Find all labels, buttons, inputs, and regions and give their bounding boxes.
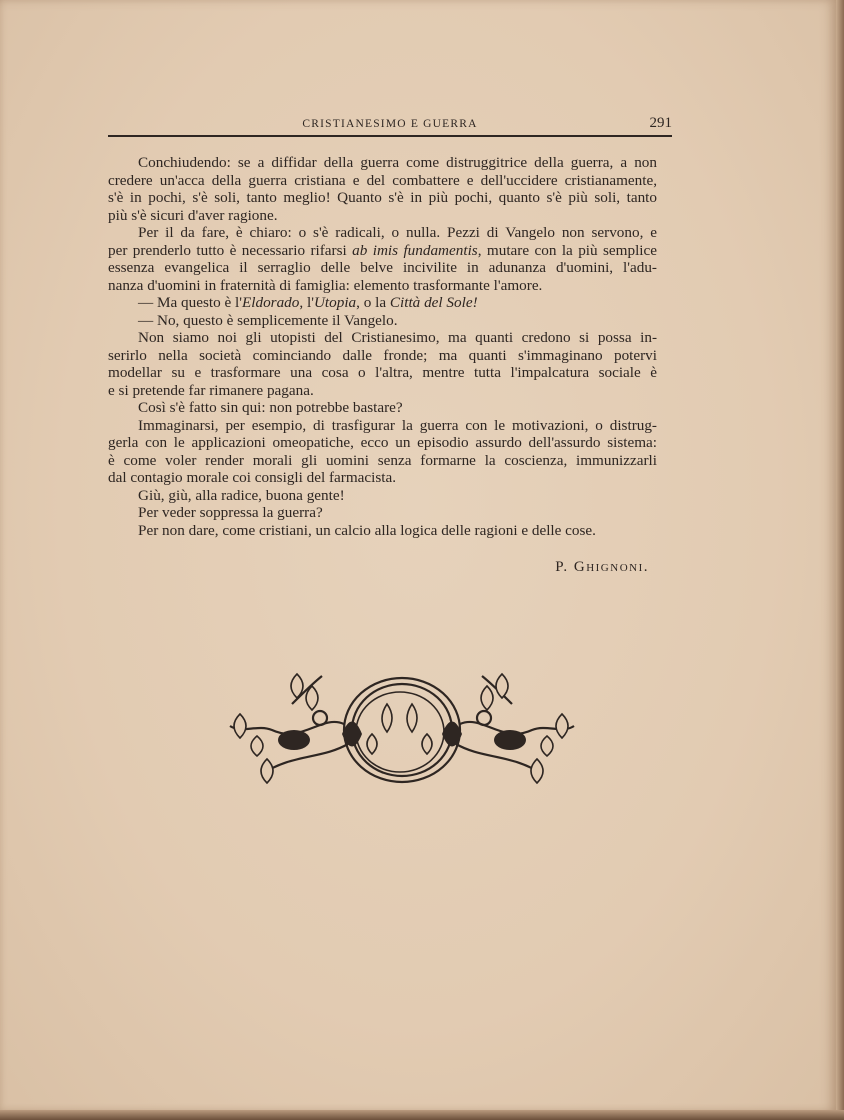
- author-signature: P. Ghignoni.: [555, 559, 649, 575]
- text-line: [138, 312, 657, 330]
- page-edge: [836, 0, 844, 1120]
- text-segment: , l': [299, 294, 314, 311]
- text-segment: e si pretende far rimanere pagana.: [108, 381, 314, 399]
- text-segment: essenza evangelica il serraglio delle belve incivilite in adunanza d'uomini, l'adu-: [108, 259, 657, 276]
- text-line: [108, 207, 657, 225]
- text-line: [108, 189, 657, 207]
- italic-text: Eldorado: [241, 294, 300, 311]
- text-line: [108, 469, 657, 487]
- text-line: [108, 259, 657, 277]
- page-number: 291: [649, 115, 672, 131]
- text-line: [108, 364, 657, 382]
- text-line: [138, 224, 657, 242]
- text-segment: s'è in pochi, s'è soli, tanto meglio! Quanto s'è in più pochi, quanto s'è più soli, tanto: [108, 189, 657, 206]
- text-line: [138, 417, 657, 435]
- text-segment: serirlo nella società cominciando dalle fronde; ma quanti s'immaginano potervi: [108, 346, 657, 364]
- text-segment: per prenderlo tutto è necessario rifarsi: [108, 241, 353, 259]
- text-segment: — Ma questo è l': [138, 294, 242, 311]
- text-segment: Così s'è fatto sin qui: non potrebbe bastare?: [138, 399, 403, 416]
- text-segment: modellar su e trasformare una cosa o l'altra, mentre tutta l'impalcatura sociale è: [108, 364, 657, 381]
- text-segment: , o la: [356, 294, 390, 311]
- text-segment: , mutare con la più semplice: [477, 241, 657, 259]
- header-rule: [108, 135, 672, 137]
- running-header: [108, 116, 672, 134]
- page-bottom-edge: [0, 1110, 844, 1120]
- text-segment: più s'è sicuri d'aver ragione.: [108, 206, 278, 224]
- text-segment: — No, questo è semplicemente il Vangelo.: [138, 311, 398, 329]
- text-segment: gerla con le applicazioni omeopatiche, ecco un episodio assurdo dell'assurdo sistema:: [108, 434, 657, 451]
- text-segment: Giù, giù, alla radice, buona gente!: [138, 486, 345, 504]
- text-segment: è come voler render morali gli uomini senza formarne la coscienza, immunizzarli: [108, 451, 657, 469]
- text-line: [108, 434, 657, 452]
- text-line: [138, 294, 657, 312]
- text-line: [138, 487, 657, 505]
- text-line: [108, 277, 657, 295]
- italic-text: ab imis fundamentis: [352, 241, 478, 259]
- text-segment: Non siamo noi gli utopisti del Cristianesimo, ma quanti credono si possa in-: [138, 329, 657, 346]
- text-segment: Per veder soppressa la guerra?: [138, 504, 323, 521]
- text-segment: Immaginarsi, per esempio, di trasfigurar la guerra con le motivazioni, o distrug-: [138, 416, 657, 434]
- text-line: [138, 399, 657, 417]
- text-segment: Per non dare, come cristiani, un calcio alla logica delle ragioni e delle cose.: [138, 521, 596, 539]
- text-line: [108, 242, 657, 260]
- text-line: [138, 154, 657, 172]
- text-line: [108, 452, 657, 470]
- text-line: [138, 504, 657, 522]
- text-line: [138, 329, 657, 347]
- text-segment: credere un'acca della guerra cristiana e del combattere e dell'uccidere cristianamente,: [108, 171, 657, 189]
- italic-text: Utopia: [313, 294, 357, 311]
- text-line: [138, 522, 657, 540]
- text-segment: Per il da fare, è chiaro: o s'è radicali, o nulla. Pezzi di Vangelo non servono, e: [138, 224, 657, 241]
- text-line: [108, 382, 657, 400]
- text-line: [108, 172, 657, 190]
- running-title: CRISTIANESIMO E GUERRA: [302, 118, 478, 130]
- italic-text: Città del Sole!: [389, 294, 478, 311]
- text-segment: nanza d'uomini in fraternità di famiglia: elemento trasformante l'amore.: [108, 276, 543, 294]
- floral-ornament-icon: [222, 664, 582, 796]
- text-segment: dal contagio morale coi consigli del farmacista.: [108, 469, 397, 486]
- text-line: [108, 347, 657, 365]
- text-segment: Conchiudendo: se a diffidar della guerra come distruggitrice della guerra, a non: [138, 154, 657, 171]
